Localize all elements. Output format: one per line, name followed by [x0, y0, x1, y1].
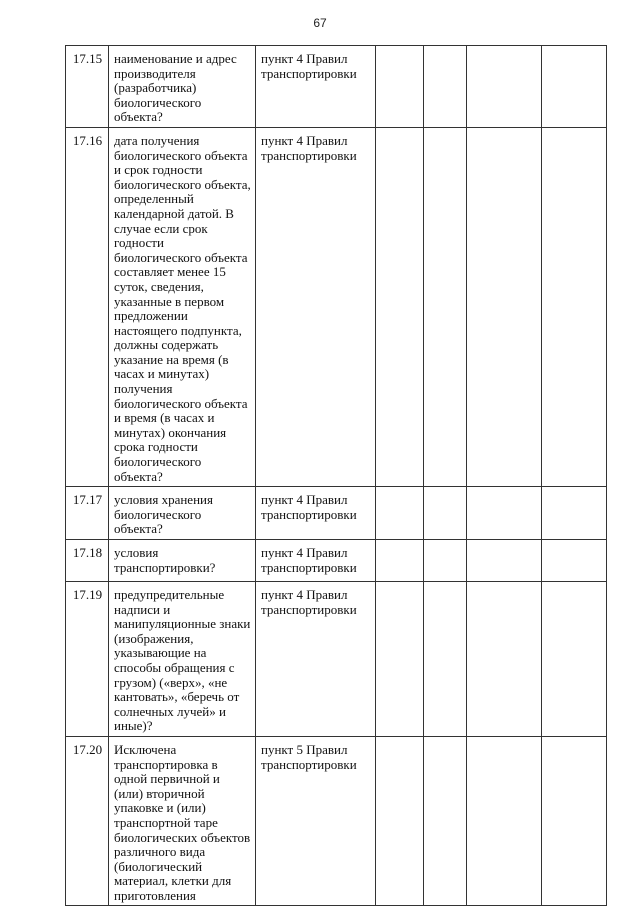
checklist-table	[65, 45, 607, 906]
requirement-text: дата получения биологического объекта и срок годности биологического объекта, определенный календарной датой. В случае если срок годности биологического объекта составляет менее 15 суток, сведения, указанные в первом предложении настоящего подпункта, должны содержать указание на время (в часах и минутах) получения биологического объекта и время (в часах и минутах) окончания срока годности биологического объекта?	[109, 127, 256, 486]
empty-answer-cell	[424, 582, 467, 737]
requirement-text: предупредительные надписи и манипуляционные знаки (изображения, указывающие на способы обращения с грузом) («верх», «не кантовать», «беречь от солнечных лучей» и иные)?	[109, 582, 256, 737]
empty-answer-cell	[467, 487, 542, 540]
legal-reference: пункт 4 Правил транспортировки	[256, 582, 376, 737]
empty-answer-cell	[376, 127, 424, 486]
table-row	[66, 540, 607, 582]
empty-answer-cell	[467, 736, 542, 906]
page-number: 67	[313, 16, 327, 30]
empty-answer-cell	[542, 46, 607, 128]
table-row	[66, 487, 607, 540]
table-row	[66, 736, 607, 906]
requirement-text: Исключена транспортировка в одной первичной и (или) вторичной упаковке и (или) транспортной таре биологических объектов различного вида (биологический материал, клетки для приготовления	[109, 736, 256, 906]
item-number: 17.18	[66, 540, 109, 582]
legal-reference: пункт 5 Правил транспортировки	[256, 736, 376, 906]
empty-answer-cell	[376, 46, 424, 128]
item-number: 17.15	[66, 46, 109, 128]
table-row	[66, 46, 607, 128]
empty-answer-cell	[542, 127, 607, 486]
requirement-text: условия хранения биологического объекта?	[109, 487, 256, 540]
item-number: 17.17	[66, 487, 109, 540]
item-number: 17.16	[66, 127, 109, 486]
empty-answer-cell	[542, 540, 607, 582]
empty-answer-cell	[424, 127, 467, 486]
empty-answer-cell	[542, 582, 607, 737]
empty-answer-cell	[376, 487, 424, 540]
item-number: 17.20	[66, 736, 109, 906]
requirement-text: наименование и адрес производителя (разработчика) биологического объекта?	[109, 46, 256, 128]
empty-answer-cell	[467, 46, 542, 128]
empty-answer-cell	[542, 736, 607, 906]
item-number: 17.19	[66, 582, 109, 737]
empty-answer-cell	[424, 736, 467, 906]
empty-answer-cell	[467, 127, 542, 486]
empty-answer-cell	[376, 736, 424, 906]
table-row	[66, 582, 607, 737]
legal-reference: пункт 4 Правил транспортировки	[256, 487, 376, 540]
empty-answer-cell	[467, 582, 542, 737]
empty-answer-cell	[424, 540, 467, 582]
table-row	[66, 127, 607, 486]
empty-answer-cell	[467, 540, 542, 582]
empty-answer-cell	[542, 487, 607, 540]
legal-reference: пункт 4 Правил транспортировки	[256, 127, 376, 486]
legal-reference: пункт 4 Правил транспортировки	[256, 46, 376, 128]
empty-answer-cell	[424, 46, 467, 128]
empty-answer-cell	[376, 582, 424, 737]
requirement-text: условия транспортировки?	[109, 540, 256, 582]
empty-answer-cell	[424, 487, 467, 540]
empty-answer-cell	[376, 540, 424, 582]
legal-reference: пункт 4 Правил транспортировки	[256, 540, 376, 582]
